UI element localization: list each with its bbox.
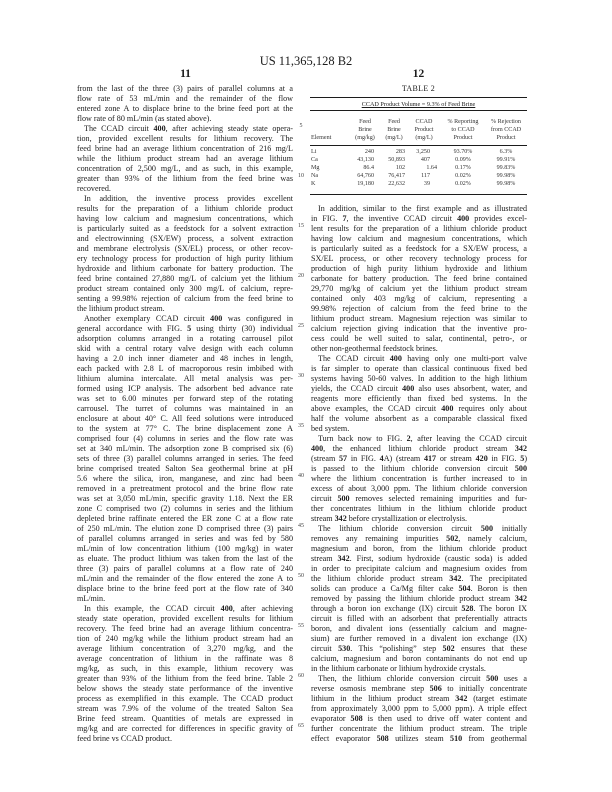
reference-numeral: 528 [461, 604, 474, 613]
text-run: lithium in the lithium product stream [311, 694, 456, 703]
line-number: 15 [298, 223, 304, 229]
text-line: while the lithium product stream had an average lithium [77, 154, 293, 163]
text-line: brine comprised treated Salton Sea geothermal brine at pH [77, 464, 293, 473]
text-line [311, 714, 527, 724]
text-line: mg/kg and are corrected for differences in specific gravity of [77, 724, 293, 733]
reference-numeral: 342 [334, 514, 347, 523]
reference-numeral: 417 [423, 454, 437, 463]
text-run: stream [311, 514, 335, 523]
line-number: 45 [298, 523, 304, 529]
line-number: 50 [298, 573, 304, 579]
reference-numeral: 500 [337, 494, 350, 503]
text-column-left [77, 84, 293, 744]
text-line: lithium alumina intercalate. All metal analysis was per- [77, 374, 293, 383]
text-line: contained only 403 mg/kg of calcium, representing a [311, 294, 527, 303]
reference-numeral: 5 [187, 324, 192, 333]
value-cell: 76,417 [388, 173, 405, 179]
text-line: in order to precipitate calcium and magnesium oxides from [311, 564, 527, 573]
value-cell: 22,632 [388, 181, 405, 187]
text-line: Brine feed stream. Quantities of metals are expressed in [77, 714, 293, 723]
value-cell: 0.02% [455, 181, 471, 187]
text-line [77, 604, 293, 614]
text-line: excess of about 3,000 ppm. The lithium chloride conversion [311, 484, 527, 493]
value-cell: 99.98% [496, 173, 516, 179]
reference-numeral: 420 [475, 454, 488, 463]
text-line: having low calcium and magnesium concentrations, which [311, 234, 527, 243]
line-number: 30 [298, 373, 304, 379]
text-run: The lithium chloride conversion circuit [318, 524, 481, 533]
column-header [484, 118, 528, 142]
column-header [347, 118, 383, 142]
text-line: and electrowinning (SX/EW) process, a solvent extraction [77, 234, 293, 243]
text-line [311, 604, 527, 614]
text-line: product stream contained only 300 mg/L of calcium, repre- [77, 284, 293, 293]
text-line [311, 494, 527, 504]
line-number: 55 [298, 623, 304, 629]
reference-numeral: 506 [429, 684, 442, 693]
text-line: of parallel columns arranged in series and was fed by 580 [77, 534, 293, 543]
reference-numeral: 500 [480, 524, 493, 533]
text-run: circuit [311, 644, 339, 653]
text-line [311, 214, 527, 224]
text-run: Then, the lithium chloride conversion circuit [318, 674, 487, 683]
text-line: greater than 93% of the lithium from the feed brine. Table 2 [77, 674, 293, 683]
text-line: production of high purity lithium hydroxide and lithium [311, 264, 527, 273]
text-line: the lithium product stream. [77, 304, 165, 313]
text-line: mL/min. [77, 594, 106, 603]
text-line: 5.6 where the silica, iron, manganese, and zinc had been [77, 474, 293, 483]
reference-numeral: 400 [210, 314, 223, 323]
text-line: 29,770 mg/kg of calcium yet the lithium product stream [311, 284, 527, 293]
text-run: having only one multi-port valve [401, 354, 527, 363]
text-line: having a 2.0 inch inner diameter and 48 inches in length, [77, 354, 293, 363]
text-run: the lithium chloride product stream [311, 574, 450, 583]
value-cell: 283 [395, 149, 405, 155]
text-run: before crystallization or electrolysis. [346, 514, 467, 523]
column-header-line: (mg/L) [385, 135, 403, 141]
text-line: to the system at 77° C. The brine displacement zone A [77, 424, 293, 433]
text-run: (stream [311, 454, 339, 463]
text-run: The CCAD circuit [84, 124, 154, 133]
reference-numeral: 500 [486, 674, 499, 683]
line-number: 25 [298, 323, 304, 329]
text-run: removes selected remaining impurities and fur- [349, 494, 527, 503]
text-run: evaporator [311, 714, 351, 723]
text-line: formed using ICP analysis. The adsorbent bed advance rate [77, 384, 293, 393]
value-cell: 117 [421, 173, 430, 179]
value-cell: 0.02% [455, 173, 471, 179]
reference-numeral: 342 [514, 444, 527, 453]
text-line: entered zone A to displace brine to the brine feed port at the [77, 104, 293, 113]
text-line: adsorption columns arranged in a rotating carrousel pilot [77, 334, 293, 343]
text-run: effect evaporator [311, 734, 377, 743]
reference-numeral: 508 [376, 734, 389, 743]
text-line: recovery. The feed brine had an average lithium concentra- [77, 624, 293, 633]
column-header [311, 134, 341, 142]
text-run: general accordance with FIG. [77, 324, 188, 333]
text-run: (target estimate [467, 694, 527, 703]
element-cell: Ca [311, 157, 318, 163]
text-line: ther concentrates lithium in the lithium chloride product [311, 504, 527, 513]
text-line: recovered. [77, 184, 111, 193]
text-line: sets of three (3) parallel columns arranged in series. The feed [77, 454, 293, 463]
text-line: having low calcium and magnesium concentrations, which [77, 214, 293, 223]
column-number-right: 12 [412, 68, 425, 80]
text-line [77, 324, 293, 334]
text-run: was configured in [222, 314, 293, 323]
column-header-line: Brine [387, 127, 401, 133]
text-run: circuit [311, 494, 338, 503]
text-line: three (3) pairs of parallel columns at a flow rate of 240 [77, 564, 293, 573]
text-run: initially [492, 524, 527, 533]
text-line: where the lithium concentration is further increased to in [311, 474, 527, 483]
text-line [311, 694, 527, 704]
text-line: circuit is filled with an adsorbent that preferentially attracts [311, 614, 527, 623]
element-cell: K [311, 181, 316, 187]
table-caption-rule [310, 110, 527, 111]
column-header-line: CCAD [415, 119, 433, 125]
reference-numeral: 400 [441, 404, 454, 413]
column-header-line: Element [311, 135, 332, 141]
table-caption [310, 101, 527, 108]
value-cell: 99.91% [496, 157, 516, 163]
reference-numeral: 508 [350, 714, 363, 723]
text-run: A) (stream [383, 454, 424, 463]
reference-numeral: 2 [406, 434, 411, 443]
text-line: enclosure at about 40° C. All feed solutions were introduced [77, 414, 293, 423]
text-line: zone C comprised two (2) columns in series and the lithium [77, 504, 293, 513]
line-number: 10 [298, 173, 304, 179]
text-run: ensures that these [454, 644, 527, 653]
value-cell: 1.64 [426, 165, 437, 171]
column-header-line: % Rejection [491, 119, 521, 125]
value-cell: 50,893 [388, 157, 405, 163]
text-run: yields, the CCAD circuit [311, 384, 403, 393]
value-cell: 43,130 [357, 157, 374, 163]
text-line [311, 574, 527, 584]
reference-numeral: 504 [458, 584, 471, 593]
value-cell: 3,250 [416, 149, 430, 155]
line-number: 60 [298, 673, 304, 679]
text-line [311, 404, 527, 414]
text-run: The CCAD circuit [318, 354, 390, 363]
text-line [311, 594, 527, 604]
column-header-line: from CCAD [490, 127, 522, 133]
value-cell: 99.98% [496, 181, 516, 187]
line-number: 65 [298, 723, 304, 729]
reference-numeral: 400 [153, 124, 166, 133]
text-line: results for the preparation of a lithium chloride product [77, 204, 293, 213]
text-line: greater than 93% of the lithium from the feed brine was [77, 174, 293, 183]
text-line: steady state operation, provided excellent results for lithium [77, 614, 293, 623]
text-run: uses a [498, 674, 527, 683]
text-line [311, 514, 527, 524]
reference-numeral: 342 [449, 574, 462, 583]
text-line [311, 534, 527, 544]
line-number: 40 [298, 473, 304, 479]
table-caption-text: CCAD Product Volume = 9.3% of Feed Brine [361, 101, 476, 108]
reference-numeral: 502 [446, 534, 459, 543]
text-line: 99.98% rejection of calcium from the feed brine to the [311, 304, 527, 313]
text-run: , the inventive CCAD circuit [346, 214, 458, 223]
text-run: from geothermal [462, 734, 528, 743]
reference-numeral: 7 [342, 214, 347, 223]
column-number-left: 11 [180, 68, 191, 80]
text-run: , after achieving [232, 604, 293, 613]
text-run: . Boron is then [470, 584, 528, 593]
text-line: from approximately 3,000 ppm to 5,000 ppm). A triple effect [311, 704, 527, 713]
text-run: . The boron IX [473, 604, 527, 613]
line-number: 5 [299, 123, 303, 129]
text-line: cess could be well suited to salar, continental, petro-, or [311, 334, 527, 343]
text-run: . The precipitated [461, 574, 527, 583]
text-line: was set to 6.00 minutes per forward step of the rotating [77, 394, 293, 403]
reference-numeral: 500 [514, 464, 527, 473]
text-line: tion of 240 mg/kg while the lithium product stream had an [77, 634, 293, 643]
value-cell: 39 [423, 181, 430, 187]
value-cell: 102 [395, 165, 405, 171]
reference-numeral: 4 [379, 454, 384, 463]
text-line: tion, provided excellent results for lithium recovery. The [77, 134, 293, 143]
text-line: set at 340 mL/min. The adsorption zone B comprised six (6) [77, 444, 293, 453]
text-run: ) [524, 454, 528, 463]
text-line: bed system. [311, 424, 350, 433]
text-line: in the lithium carbonate or lithium hydroxide crystals. [311, 664, 486, 673]
table-top-rule [310, 97, 527, 98]
value-cell: 0.17% [455, 165, 471, 171]
value-cell: 0.09% [455, 157, 471, 163]
text-run: , after achieving steady state opera- [165, 124, 293, 133]
reference-numeral: 400 [402, 384, 415, 393]
text-line [311, 684, 527, 694]
text-run: In this example, the CCAD circuit [84, 604, 221, 613]
text-line: below shows the steady state performance of the inventive [77, 684, 293, 693]
table-title: TABLE 2 [401, 84, 436, 93]
text-line: stream was 7.9% of the volume of the treated Salton Sea [77, 704, 293, 713]
text-line: comprised four (4) columns in series and the flow rate was [77, 434, 293, 443]
text-line [77, 124, 293, 134]
text-run: in FIG. [347, 454, 380, 463]
text-line: lithium product stream. Magnesium rejection was similar to [311, 314, 527, 323]
text-line: and membrane electrolysis (SX/EL) process, or other recov- [77, 244, 293, 253]
text-line: flow rate of 53 mL/min and the remainder of the flow [77, 94, 293, 103]
text-line [311, 584, 527, 594]
text-line [311, 454, 527, 464]
text-run: through a boron ion exchange (IX) circuit [311, 604, 462, 613]
text-line: concentration of 2,500 mg/L, and as such, in this example, [77, 164, 293, 173]
text-run: in FIG. [487, 454, 521, 463]
column-header-line: (mg/L) [415, 135, 433, 141]
element-cell: Na [311, 173, 319, 179]
value-cell: 6.3% [499, 149, 513, 155]
text-line: is far simpler to operate than classical continuous fixed bed [311, 364, 527, 373]
reference-numeral: 400 [220, 604, 233, 613]
text-line: as eluate. The product lithium was taken from the last of the [77, 554, 293, 563]
text-run: requires only about [453, 404, 527, 413]
reference-numeral: 57 [339, 454, 348, 463]
text-line: half the volume absorbent as a comparable classical fixed [311, 414, 527, 423]
text-line [311, 444, 527, 454]
text-line [311, 524, 527, 534]
text-line: feed brine had an average lithium concentration of 216 mg/L [77, 144, 293, 153]
text-line [311, 464, 527, 474]
text-line: other non-geothermal feedstock brines. [311, 344, 438, 353]
text-line: lent results for the preparation of a lithium chloride product [311, 224, 527, 233]
line-number: 35 [298, 423, 304, 429]
reference-numeral: 342 [514, 594, 527, 603]
text-line: ery technology process for production of high purity lithium [77, 254, 293, 263]
column-header-line: Product [414, 127, 434, 133]
text-line: mL/min of low concentration lithium (100 mg/kg) in water [77, 544, 293, 553]
column-header-line: Product [453, 135, 473, 141]
reference-numeral: 510 [450, 734, 463, 743]
text-run: Turn back now to FIG. [318, 434, 407, 443]
reference-numeral: 502 [442, 644, 455, 653]
text-run: or stream [436, 454, 476, 463]
column-header [409, 118, 439, 142]
table-bottom-rule [310, 194, 527, 195]
text-line: magnesium and boron, from the lithium chloride product [311, 544, 527, 553]
reference-numeral: 400 [389, 354, 402, 363]
reference-numeral: 5 [520, 454, 525, 463]
text-run: provides excel- [469, 214, 527, 223]
value-cell: 64,760 [357, 173, 374, 179]
text-line: mL/min and the remainder of the flow entered the zone A to [77, 574, 293, 583]
text-run: in FIG. [311, 214, 343, 223]
text-run: , after leaving the CCAD circuit [410, 434, 527, 443]
reference-numeral: 342 [455, 694, 468, 703]
value-cell: 86.4 [363, 165, 374, 171]
line-number: 20 [298, 273, 304, 279]
text-line: In addition, the inventive process provides excellent [84, 194, 293, 203]
text-run: stream [311, 554, 338, 563]
text-run: is passed to the lithium chloride conversion circuit [311, 464, 515, 473]
text-line [311, 554, 527, 564]
text-column-right [311, 204, 527, 744]
reference-numeral: 400 [311, 444, 324, 453]
column-header-line: % Reporting [447, 119, 479, 125]
text-line: further concentrate the lithium product stream. The triple [311, 724, 527, 733]
column-header-line: Feed [388, 119, 400, 125]
text-line: feed brine vs CCAD product. [77, 734, 173, 743]
text-run: removes any remaining impurities [311, 534, 447, 543]
column-header-line: (mg/kg) [355, 135, 375, 141]
text-line: calcium rejection giving indication that the inventive pro- [311, 324, 527, 333]
text-line: hydroxide and lithium carbonate for battery production. The [77, 264, 293, 273]
text-run: utilizes steam [388, 734, 451, 743]
reference-numeral: 400 [457, 214, 470, 223]
patent-number: US 11,365,128 B2 [259, 54, 353, 68]
text-line: SX/EL process, or other recovery technology process for [311, 254, 527, 263]
text-line [311, 734, 527, 744]
text-line: flow rate of 80 mL/min (as stated above). [77, 114, 212, 123]
table-header-rule [310, 145, 527, 146]
text-run: using thirty (30) individual [191, 324, 293, 333]
text-line: feed brine contained 27,880 mg/L of calcium yet the lithium [77, 274, 293, 283]
text-line [311, 644, 527, 654]
text-line: from the last of the three (3) pairs of parallel columns at a [77, 84, 293, 93]
text-line: boron, and divalent ions (essentially calcium and magne- [311, 624, 527, 633]
text-line: carrousel. The turret of columns was maintained in an [77, 404, 293, 413]
text-line: depleted brine raffinate entered the ER zone C at a flow rate [77, 514, 293, 523]
text-line: is particularly suited as a feedstock for a solvent extraction [77, 224, 293, 233]
text-run: , namely calcium, [458, 534, 527, 543]
text-line: mg/kg, as such, in this example, lithium recovery was [77, 664, 293, 673]
text-run: Another exemplary CCAD circuit [84, 314, 211, 323]
value-cell: 19,180 [357, 181, 374, 187]
text-line: removed in a pretreatment protocol and the brine flow rate [77, 484, 293, 493]
column-header-line: Product [496, 135, 516, 141]
value-cell: 93.70% [453, 149, 473, 155]
text-line [311, 384, 527, 394]
column-header-line: Feed [359, 119, 371, 125]
text-run: above examples, the CCAD circuit [311, 404, 442, 413]
text-run: removed by passing the lithium chloride product stream [311, 594, 515, 603]
text-line: carbonate for battery production. The feed brine contained [311, 274, 527, 283]
text-line [77, 314, 293, 324]
text-line [311, 354, 527, 364]
text-line: average concentration of lithium in the raffinate was 8 [77, 654, 293, 663]
column-header [440, 118, 486, 142]
text-line: calcium, magnesium and boron contaminants do not end up [311, 654, 527, 663]
text-run: solids can produce a Ca/Mg filter cake [311, 584, 459, 593]
text-run: , the enhanced lithium chloride product stream [323, 444, 515, 453]
value-cell: 407 [420, 157, 430, 163]
text-run: reverse osmosis membrane step [311, 684, 430, 693]
text-run: . This “polishing” step [350, 644, 443, 653]
text-run: to initially concentrate [441, 684, 527, 693]
text-line: was set at 3,050 mL/min, specific gravity 1.18. Next the ER [77, 494, 293, 503]
value-cell: 99.83% [496, 165, 516, 171]
text-line: skid with a central rotary valve design with each column [77, 344, 293, 353]
value-cell: 240 [364, 149, 374, 155]
text-line: each packed with 2.8 L of macroporous resin imbibed with [77, 364, 293, 373]
text-line: process as exemplified in this example. The CCAD product [77, 694, 293, 703]
text-line: average lithium concentration of 3,270 mg/kg, and the [77, 644, 293, 653]
element-cell: Mg [311, 165, 320, 171]
text-line: displace brine to the brine feed port at the flow rate of 340 [77, 584, 293, 593]
text-line [311, 674, 527, 684]
text-line: systems having 50-60 valves. In addition to the high lithium [311, 374, 527, 383]
reference-numeral: 530 [338, 644, 351, 653]
column-header [379, 118, 409, 142]
text-line [311, 434, 527, 444]
text-line: sium) are further removed in a divalent ion exchange (IX) [311, 634, 527, 643]
element-cell: Li [311, 149, 317, 155]
text-line: senting a 99.98% rejection of calcium from the feed brine to [77, 294, 293, 303]
column-header-line: Brine [358, 127, 372, 133]
text-run: is then used to drive off water content and [362, 714, 527, 723]
text-line: reagents more efficiently than fixed bed systems. In the [311, 394, 527, 403]
text-run: also uses absorbent, water, and [414, 384, 527, 393]
text-line: is particularly suited as a feedstock for a SX/EW process, a [311, 244, 527, 253]
reference-numeral: 342 [337, 554, 350, 563]
column-header-line: to CCAD [451, 127, 475, 133]
text-line: In addition, similar to the first example and as illustrated [318, 204, 527, 213]
text-run: . First, sodium hydroxide (caustic soda) is added [349, 554, 527, 563]
text-line: of 250 mL/min. The elution zone D comprised three (3) pairs [77, 524, 293, 533]
